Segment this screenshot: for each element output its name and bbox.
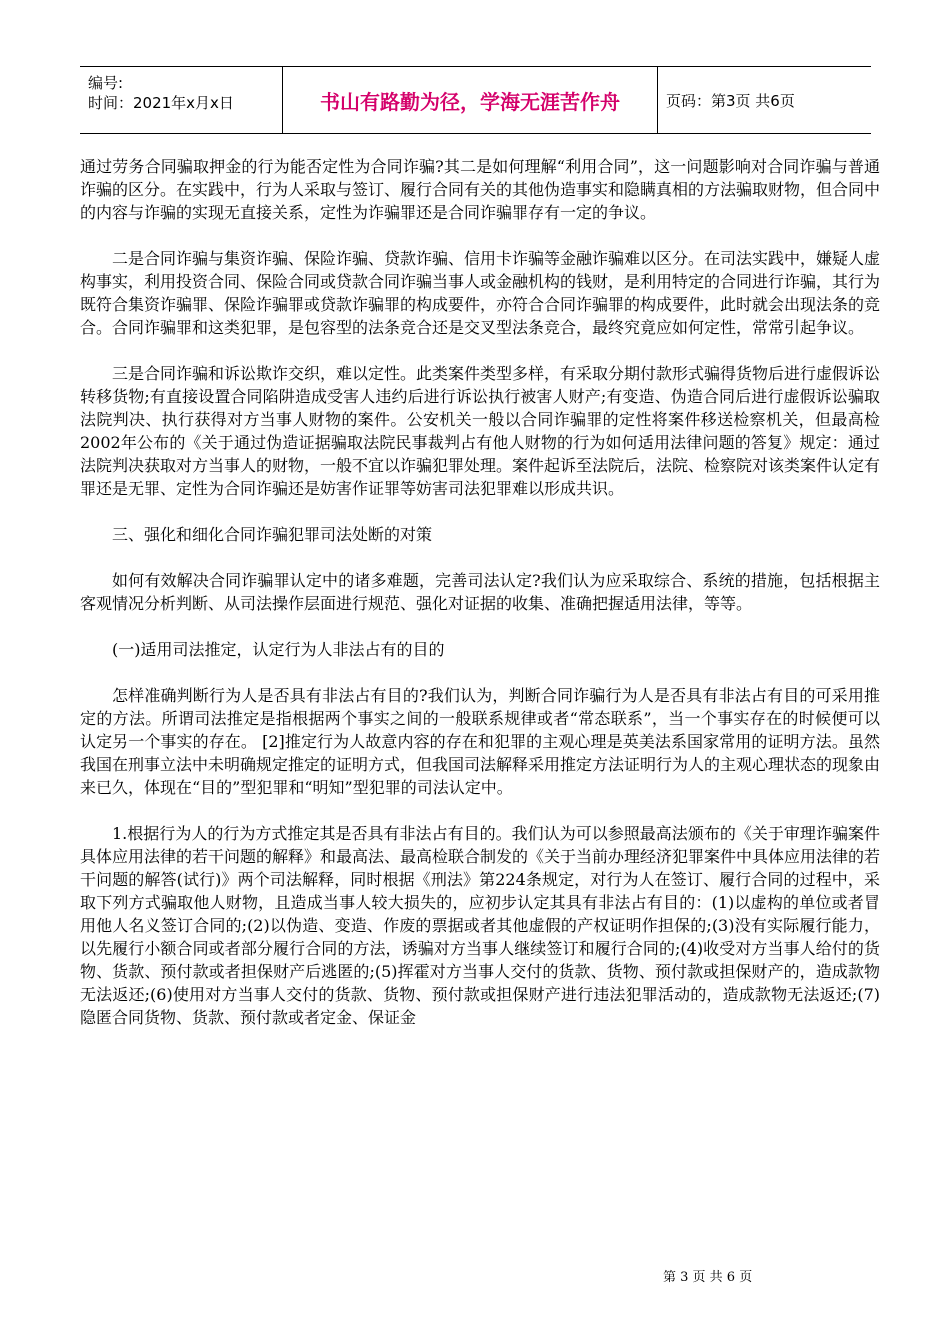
paragraph: 通过劳务合同骗取押金的行为能否定性为合同诈骗?其二是如何理解“利用合同”，这一问题影响对合同诈骗与普通诈骗的区分。在实践中，行为人采取与签订、履行合同有关的其他伪造事实和隐瞒真相的方法骗取财物，但合同中的内容与诈骗的实现无直接关系，定性为诈骗罪还是合同诈骗罪存有一定的争议。 — [80, 157, 881, 222]
header-motto: 书山有路勤为径，学海无涯苦作舟 — [283, 67, 658, 133]
page-footer: 第 3 页 共 6 页 — [663, 1270, 753, 1285]
doc-time-label: 时间：2021年x月x日 — [88, 94, 234, 112]
paragraph: 如何有效解决合同诈骗罪认定中的诸多难题，完善司法认定?我们认为应采取综合、系统的措施，包括根据主客观情况分析判断、从司法操作层面进行规范、强化对证据的收集、准确把握适用法律，等等。 — [80, 571, 880, 613]
header-meta — [80, 67, 283, 133]
header-page-label: 页码：第3页 共6页 — [666, 91, 795, 110]
paragraph: 1.根据行为人的行为方式推定其是否具有非法占有目的。我们认为可以参照最高法颁布的《关于审理诈骗案件具体应用法律的若干问题的解释》和最高法、最高检联合制发的《关于当前办理经济犯罪案件中具体应用法律的若干问题的解答(试行)》两个司法解释，同时根据《刑法》第224条规定，对行为人在签订、履行合同的过程中，采取下列方式骗取他人财物，且造成当事人较大损失的，应初步认定其具有非法占有目的：(1)以虚构的单位或者冒用他人名义签订合同的;(2)以伪造、变造、作废的票据或者其他虚假的产权证明作担保的;(3)没有实际履行能力，以先履行小额合同或者部分履行合同的方法，诱骗对方当事人继续签订和履行合同的;(4)收受对方当事人给付的货物、货款、预付款或者担保财产后逃匿的;(5)挥霍对方当事人交付的货款、货物、预付款或担保财产的，造成款物无法返还;(6)使用对方当事人交付的货款、货物、预付款或担保财产进行违法犯罪活动的，造成款物无法返还;(7)隐匿合同货物、货款、预付款或者定金、保证金 — [80, 824, 881, 1027]
page-header — [80, 66, 871, 134]
section-heading: 三、强化和细化合同诈骗犯罪司法处断的对策 — [112, 525, 433, 544]
paragraph: 怎样准确判断行为人是否具有非法占有目的?我们认为，判断合同诈骗行为人是否具有非法占有目的可采用推定的方法。所谓司法推定是指根据两个事实之间的一般联系规律或者“常态联系”，当一个事实存在的时候便可以认定另一个事实的存在。 [2]推定行为人故意内容的存在和犯罪的主观心理是英美法系国家常用的证明方法。虽然我国在刑事立法中未明确规定推定的证明方式，但我国司法解释采用推定方法证明行为人的主观心理状态的现象由来已久，体现在“目的”型犯罪和“明知”型犯罪的司法认定中。 — [80, 686, 881, 797]
paragraph: 二是合同诈骗与集资诈骗、保险诈骗、贷款诈骗、信用卡诈骗等金融诈骗难以区分。在司法实践中，嫌疑人虚构事实，利用投资合同、保险合同或贷款合同诈骗当事人或金融机构的钱财，是利用特定的合同进行诈骗，其行为既符合集资诈骗罪、保险诈骗罪或贷款诈骗罪的构成要件，亦符合合同诈骗罪的构成要件，此时就会出现法条的竞合。合同诈骗罪和这类犯罪，是包容型的法条竞合还是交叉型法条竞合，最终究竟应如何定性，常常引起争议。 — [80, 249, 881, 337]
subsection-heading: (一)适用司法推定，认定行为人非法占有的目的 — [112, 640, 445, 659]
doc-number-label: 编号: — [88, 74, 124, 92]
document-body — [80, 155, 880, 1052]
paragraph: 三是合同诈骗和诉讼欺诈交织，难以定性。此类案件类型多样，有采取分期付款形式骗得货物后进行虚假诉讼转移货物;有直接设置合同陷阱造成受害人违约后进行诉讼执行被害人财产;有变造、伪造合同后进行虚假诉讼骗取法院判决、执行获得对方当事人财物的案件。公安机关一般以合同诈骗罪的定性将案件移送检察机关，但最高检2002年公布的《关于通过伪造证据骗取法院民事裁判占有他人财物的行为如何适用法律问题的答复》规定：通过法院判决获取对方当事人的财物，一般不宜以诈骗犯罪处理。案件起诉至法院后，法院、检察院对该类案件认定有罪还是无罪、定性为合同诈骗还是妨害作证罪等妨害司法犯罪难以形成共识。 — [80, 364, 881, 498]
